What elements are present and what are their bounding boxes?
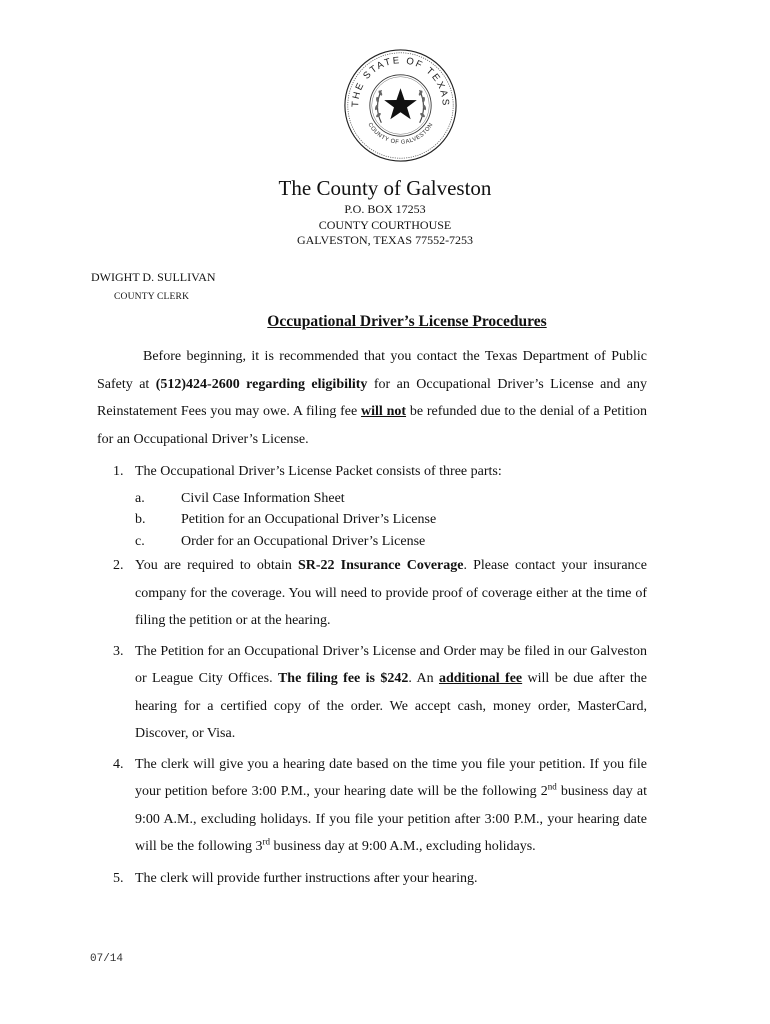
list-item: a. Civil Case Information Sheet bbox=[135, 490, 345, 506]
list-item: c. Order for an Occupational Driver’s License bbox=[135, 533, 426, 549]
intro-paragraph: Before beginning, it is recommended that you contact the Texas Department of Public Safety at (512)424-2600 regarding eligibility for an Occupational Driver’s License and any Reinstatement Fees you may owe. A filing fee will not be refunded due to the denial of a Petition for an Occupational Driver’s License. bbox=[97, 349, 647, 447]
seal-text-bottom: COUNTY OF GALVESTON bbox=[366, 121, 435, 146]
list-item: 5. The clerk will provide further instructions after your hearing. bbox=[113, 870, 478, 886]
list-item: 4. The clerk will give you a hearing date based on the time you file your petition. If you file your petition before 3:00 P.M., your hearing date will be the following 2nd business day at 9:00 A.M., excluding holidays. If you file your petition after 3:00 P.M., your hearing date will be the following 3rd business day at 9:00 A.M., excluding holidays. bbox=[113, 756, 647, 854]
address-po-box: P.O. BOX 17253 bbox=[344, 202, 426, 216]
procedure-list bbox=[97, 458, 647, 892]
county-title: The County of Galveston bbox=[278, 176, 492, 200]
svg-text:COUNTY OF GALVESTON bbox=[366, 122, 434, 146]
list-item: 2. You are required to obtain SR-22 Insurance Coverage. Please contact your insurance company for the coverage. You will need to provide proof of coverage either at the time of filing the petition or at the hearing. bbox=[113, 558, 647, 628]
clerk-title: COUNTY CLERK bbox=[114, 292, 190, 302]
star-icon bbox=[384, 88, 417, 119]
revision-date: 07/14 bbox=[90, 953, 124, 965]
list-item: 1. The Occupational Driver’s License Packet consists of three parts: a. Civil Case Information Sheet b. Petition for an Occupational Driver’s License c. Order for an Occupational Driver’s License bbox=[97, 458, 647, 552]
packet-parts-list bbox=[135, 488, 647, 553]
list-item: 3. The Petition for an Occupational Driver’s License and Order may be filed in our Galveston or League City Offices. The filing fee is $242. An additional fee will be due after the hearing for a certified copy of the order. We accept cash, money order, MasterCard, Discover, or Visa. bbox=[113, 643, 648, 741]
clerk-name: DWIGHT D. SULLIVAN bbox=[91, 270, 216, 284]
address-city: GALVESTON, TEXAS 77552-7253 bbox=[296, 233, 474, 247]
letterhead bbox=[0, 174, 770, 249]
seal-text-top: THE STATE OF TEXAS bbox=[350, 55, 451, 108]
state-of-texas-seal bbox=[343, 48, 458, 163]
address-courthouse: COUNTY COURTHOUSE bbox=[318, 217, 452, 232]
list-item: b. Petition for an Occupational Driver’s License bbox=[135, 512, 437, 527]
document-title: Occupational Driver’s License Procedures bbox=[267, 313, 547, 330]
